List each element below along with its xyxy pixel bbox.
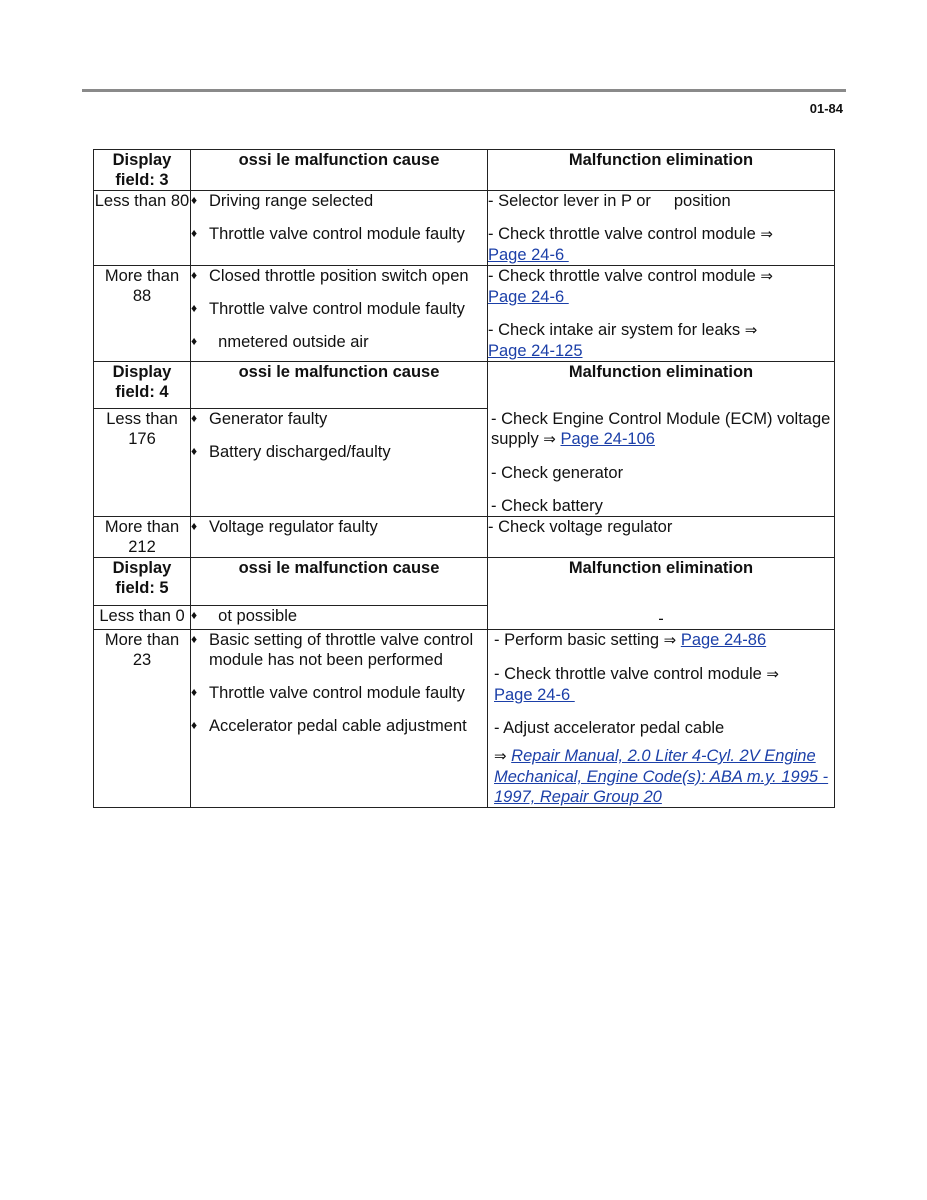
page-link[interactable]: Page 24-106 <box>560 430 655 448</box>
cause-cell <box>191 630 488 808</box>
elimination-text: - Check intake air system for leaks <box>488 321 741 339</box>
elimination-cell <box>488 191 835 266</box>
cause-header: ossi le malfunction cause <box>191 150 488 191</box>
diamond-bullet-icon: ♦ <box>191 632 198 646</box>
elimination-text: - Adjust accelerator pedal cable <box>494 719 725 737</box>
display-field-header: Display field: 5 <box>94 558 191 606</box>
elimination-item <box>491 463 834 483</box>
elimination-cell <box>488 558 835 630</box>
elimination-header: Malfunction elimination <box>488 150 835 191</box>
page-link[interactable]: Page 24-6 <box>494 686 575 704</box>
cause-text: Closed throttle position switch open <box>209 267 469 285</box>
cause-text: Basic setting of throttle valve control module has not been performed <box>209 631 474 669</box>
elimination-item <box>488 266 834 307</box>
elimination-item <box>488 191 834 211</box>
elimination-item <box>488 517 834 537</box>
elimination-item <box>491 409 834 450</box>
cause-item <box>191 191 487 211</box>
elimination-text: - Check throttle valve control module <box>494 665 762 683</box>
elimination-header: Malfunction elimination <box>568 363 754 381</box>
cause-header: ossi le malfunction cause <box>191 558 488 606</box>
value-cell: Less than 0 <box>94 605 191 629</box>
diamond-bullet-icon: ♦ <box>191 268 198 282</box>
repair-manual-link[interactable]: Repair Manual, 2.0 Liter 4-Cyl. 2V Engine Mechanical, Engine Code(s): ABA m.y. 1995 - 1997, Repair Group 20 <box>494 747 829 806</box>
page-link[interactable]: Page 24-6 <box>488 246 569 264</box>
page-link[interactable]: Page 24-125 <box>488 342 583 360</box>
cause-text: Voltage regulator faulty <box>209 518 378 536</box>
diamond-bullet-icon: ♦ <box>191 607 198 622</box>
arrow-icon: ⇒ <box>543 431 556 448</box>
cause-cell <box>191 409 488 517</box>
page-number: 01-84 <box>809 101 843 116</box>
diamond-bullet-icon: ♦ <box>191 411 198 426</box>
cause-text: Driving range selected <box>209 192 374 210</box>
diamond-bullet-icon: ♦ <box>191 226 198 240</box>
arrow-icon: ⇒ <box>663 632 677 649</box>
arrow-icon: ⇒ <box>760 226 773 243</box>
value-cell: Less than 176 <box>94 409 191 517</box>
diamond-bullet-icon: ♦ <box>191 519 198 533</box>
elimination-item <box>494 664 834 705</box>
cause-item <box>191 409 487 429</box>
section-header-row <box>94 150 835 191</box>
cause-item <box>191 442 487 462</box>
diamond-bullet-icon: ♦ <box>191 301 198 315</box>
cause-cell <box>191 605 488 629</box>
elimination-item <box>488 224 834 265</box>
elimination-text: - Check generator <box>491 464 624 482</box>
cause-cell <box>191 266 488 362</box>
cause-item <box>191 606 487 626</box>
cause-text: Generator faulty <box>209 410 328 429</box>
section-header-row <box>94 362 835 409</box>
elimination-text: - Check throttle valve control module <box>488 225 756 243</box>
arrow-icon: ⇒ <box>760 268 773 285</box>
cause-cell <box>191 517 488 558</box>
arrow-icon: ⇒ <box>494 748 507 765</box>
elimination-text: - Check throttle valve control module <box>488 267 756 285</box>
value-cell: More than 88 <box>94 266 191 362</box>
diamond-bullet-icon: ♦ <box>191 334 198 348</box>
elimination-dash: - <box>658 610 664 628</box>
elimination-text: - Check battery <box>491 497 603 515</box>
arrow-icon: ⇒ <box>766 666 779 683</box>
value-cell: Less than 80 <box>94 191 191 266</box>
elimination-text: - Perform basic setting <box>494 631 660 649</box>
elimination-item <box>491 496 834 516</box>
cause-cell <box>191 191 488 266</box>
elimination-text: - Selector lever in P or position <box>488 192 731 210</box>
arrow-icon: ⇒ <box>744 322 758 339</box>
value-cell: More than 23 <box>94 630 191 808</box>
cause-text: Throttle valve control module faulty <box>209 684 465 702</box>
table-row <box>94 517 835 558</box>
diagnosis-table <box>93 149 835 808</box>
cause-item <box>191 224 487 244</box>
diamond-bullet-icon: ♦ <box>191 444 198 459</box>
cause-item <box>191 266 487 286</box>
diamond-bullet-icon: ♦ <box>191 193 198 207</box>
elimination-cell <box>488 362 835 517</box>
display-field-header: Display field: 4 <box>94 362 191 409</box>
display-field-header: Display field: 3 <box>94 150 191 191</box>
diamond-bullet-icon: ♦ <box>191 685 198 699</box>
table-row <box>94 191 835 266</box>
cause-item <box>191 517 487 537</box>
cause-item <box>191 716 487 736</box>
elimination-item <box>494 630 834 651</box>
elimination-cell <box>488 630 835 808</box>
cause-text: Accelerator pedal cable adjustment <box>209 717 467 735</box>
table-row <box>94 266 835 362</box>
cause-text: nmetered outside air <box>209 333 369 351</box>
elimination-text: - Check voltage regulator <box>488 518 673 536</box>
top-rule <box>82 89 846 92</box>
cause-text: ot possible <box>209 606 298 625</box>
page-link[interactable]: Page 24-6 <box>488 288 569 306</box>
elimination-item <box>488 320 834 361</box>
elimination-cell <box>488 517 835 558</box>
cause-text: Throttle valve control module faulty <box>209 300 465 318</box>
elimination-item <box>494 746 834 807</box>
cause-item <box>191 683 487 703</box>
cause-item <box>191 332 487 352</box>
page-link[interactable]: Page 24-86 <box>680 631 767 649</box>
table-row <box>94 630 835 808</box>
diamond-bullet-icon: ♦ <box>191 718 198 732</box>
cause-item <box>191 299 487 319</box>
elimination-header: Malfunction elimination <box>568 559 754 577</box>
cause-header: ossi le malfunction cause <box>191 362 488 409</box>
elimination-text: - Check Engine Control Module (ECM) voltage supply <box>491 410 831 448</box>
value-cell: More than 212 <box>94 517 191 558</box>
cause-text: Battery discharged/faulty <box>209 443 391 462</box>
section-header-row <box>94 558 835 606</box>
elimination-item <box>494 718 834 738</box>
elimination-cell <box>488 266 835 362</box>
cause-text: Throttle valve control module faulty <box>209 225 465 243</box>
cause-item <box>191 630 487 670</box>
